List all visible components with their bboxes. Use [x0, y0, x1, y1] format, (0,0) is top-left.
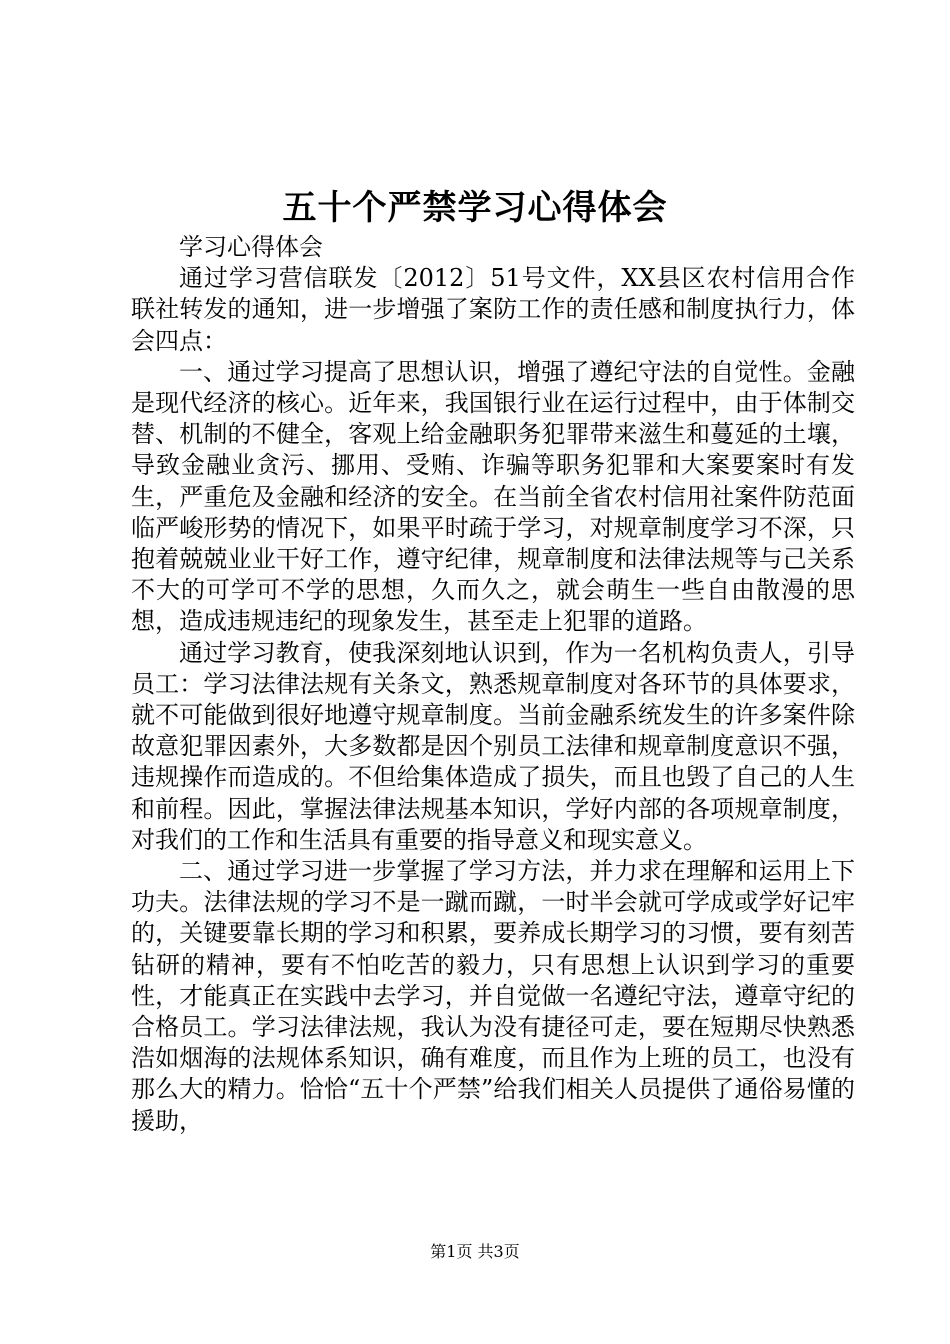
- document-title: 五十个严禁学习心得体会: [282, 188, 668, 228]
- page-footer: 第1页 共3页: [430, 1242, 520, 1261]
- document-body: [131, 232, 855, 1137]
- paragraph-subtitle: 学习心得体会: [179, 233, 323, 261]
- paragraph-point-one: 一、通过学习提高了思想认识，增强了遵纪守法的自觉性。金融是现代经济的核心。近年来，我国银行业在运行过程中，由于体制交替、机制的不健全，客观上给金融职务犯罪带来滋生和蔓延的土壤，导致金融业贪污、挪用、受贿、诈骗等职务犯罪和大案要案时有发生，严重危及金融和经济的安全。在当前全省农村信用社案件防范面临严峻形势的情况下，如果平时疏于学习，对规章制度学习不深，只抱着兢兢业业干好工作，遵守纪律，规章制度和法律法规等与己关系不大的可学可不学的思想，久而久之，就会萌生一些自由散漫的思想，造成违规违纪的现象发生，甚至走上犯罪的道路。: [131, 357, 855, 636]
- paragraph-education: 通过学习教育，使我深刻地认识到，作为一名机构负责人，引导员工：学习法律法规有关条文，熟悉规章制度对各环节的具体要求，就不可能做到很好地遵守规章制度。当前金融系统发生的许多案件除故意犯罪因素外，大多数都是因个别员工法律和规章制度意识不强，违规操作而造成的。不但给集体造成了损失，而且也毁了自己的人生和前程。因此，掌握法律法规基本知识，学好内部的各项规章制度，对我们的工作和生活具有重要的指导意义和现实意义。: [131, 638, 855, 854]
- paragraph-point-two: 二、通过学习进一步掌握了学习方法，并力求在理解和运用上下功夫。法律法规的学习不是一蹴而蹴，一时半会就可学成或学好记牢的，关键要靠长期的学习和积累，要养成长期学习的习惯，要有刻苦钻研的精神，要有不怕吃苦的毅力，只有思想上认识到学习的重要性，才能真正在实践中去学习，并自觉做一名遵纪守法，遵章守纪的合格员工。学习法律法规，我认为没有捷径可走，要在短期尽快熟悉浩如烟海的法规体系知识，确有难度，而且作为上班的员工，也没有那么大的精力。恰恰“五十个严禁”给我们相关人员提供了通俗易懂的援助，: [131, 857, 855, 1135]
- paragraph-intro: 通过学习营信联发〔2012〕51号文件，XX县区农村信用合作联社转发的通知，进一步增强了案防工作的责任感和制度执行力，体会四点：: [131, 264, 855, 355]
